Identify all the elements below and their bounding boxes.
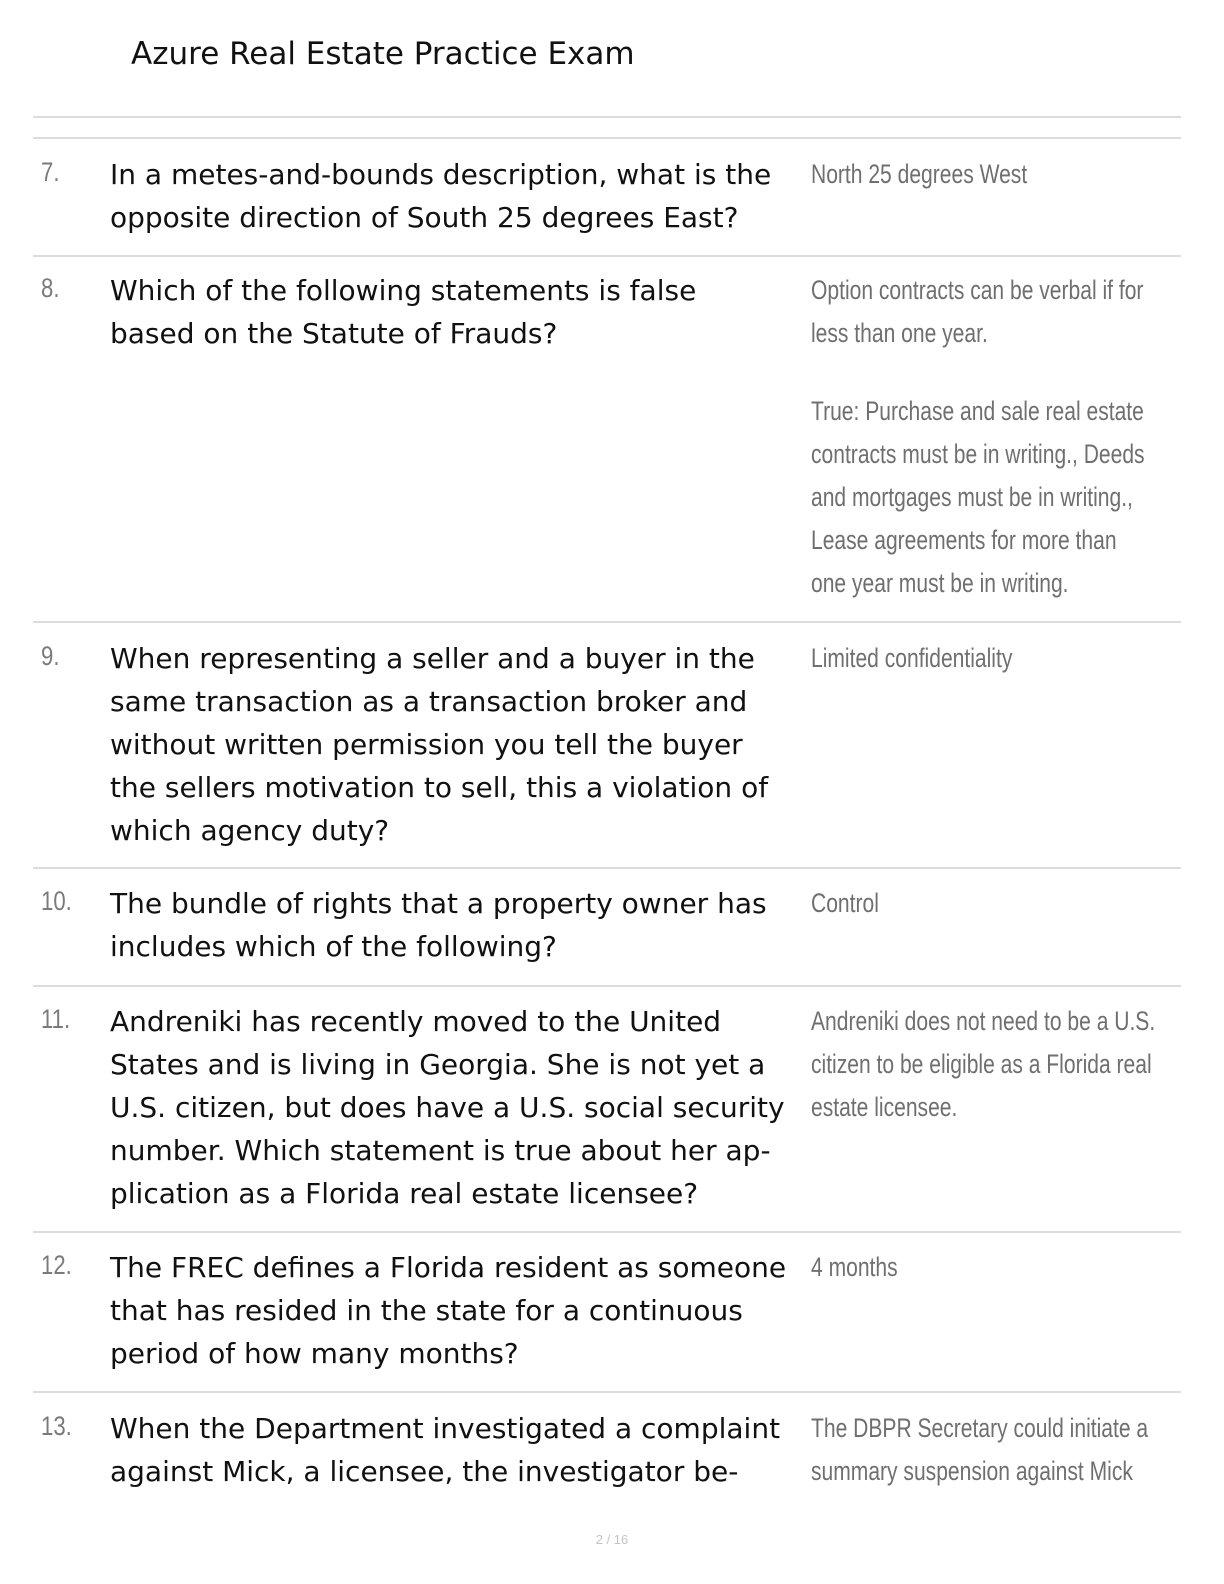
question-line: When the Department investigated a complaint xyxy=(110,1412,781,1445)
explanation-line: True: Purchase and sale real estate xyxy=(811,396,1144,426)
question-line: plication as a Florida real estate licensee? xyxy=(110,1177,699,1210)
question-text xyxy=(110,637,812,852)
question-text xyxy=(110,1000,812,1215)
question-line: opposite direction of South 25 degrees East? xyxy=(110,201,739,234)
header-divider xyxy=(33,116,1181,118)
question-line: which agency duty? xyxy=(110,814,390,847)
question-line: number. Which statement is true about her ap- xyxy=(110,1134,771,1167)
question-line: without written permission you tell the buyer xyxy=(110,728,743,761)
answer-line: summary suspension against Mick xyxy=(811,1456,1133,1486)
explanation-line: Lease agreements for more than xyxy=(811,525,1117,555)
answer-text xyxy=(811,637,1211,680)
answer-text xyxy=(811,1246,1211,1289)
answer-line: Limited confidentiality xyxy=(811,643,1013,673)
answer-line: The DBPR Secretary could initiate a xyxy=(811,1413,1149,1443)
row-divider xyxy=(33,1231,1181,1233)
question-line: against Mick, a licensee, the investigator be- xyxy=(110,1455,739,1488)
question-text xyxy=(110,1407,812,1493)
row-divider xyxy=(33,1391,1181,1393)
answer-line: Control xyxy=(811,888,879,918)
question-line: the sellers motivation to sell, this a violation of xyxy=(110,771,769,804)
row-divider xyxy=(33,255,1181,257)
question-line: Which of the following statements is false xyxy=(110,274,697,307)
answer-line: North 25 degrees West xyxy=(811,159,1028,189)
question-line: In a metes-and-bounds description, what is the xyxy=(110,158,772,191)
question-text xyxy=(110,153,812,239)
question-number: 7. xyxy=(41,157,60,187)
answer-text xyxy=(811,1000,1211,1129)
page-indicator: 2 / 16 xyxy=(595,1532,629,1547)
question-line: Andreniki has recently moved to the United xyxy=(110,1005,722,1038)
question-text xyxy=(110,269,812,355)
explanation-line: one year must be in writing. xyxy=(811,568,1069,598)
question-number: 8. xyxy=(41,273,60,303)
row-divider xyxy=(33,621,1181,623)
answer-text xyxy=(811,269,1211,605)
question-line: The bundle of rights that a property owner has xyxy=(110,887,767,920)
question-line: same transaction as a transaction broker and xyxy=(110,685,748,718)
row-divider xyxy=(33,867,1181,869)
answer-line: Andreniki does not need to be a U.S. xyxy=(811,1006,1156,1036)
question-line: period of how many months? xyxy=(110,1337,519,1370)
row-divider xyxy=(33,985,1181,987)
question-number: 13. xyxy=(41,1411,72,1441)
question-line: When representing a seller and a buyer in the xyxy=(110,642,755,675)
question-line: States and is living in Georgia. She is not yet a xyxy=(110,1048,766,1081)
question-text xyxy=(110,882,812,968)
question-line: U.S. citizen, but does have a U.S. social security xyxy=(110,1091,785,1124)
answer-text xyxy=(811,153,1211,196)
answer-text xyxy=(811,1407,1211,1493)
answer-line: Option contracts can be verbal if for xyxy=(811,275,1144,305)
row-divider xyxy=(33,137,1181,139)
question-text xyxy=(110,1246,812,1375)
page-title: Azure Real Estate Practice Exam xyxy=(131,36,635,72)
answer-text xyxy=(811,882,1211,925)
answer-line: less than one year. xyxy=(811,318,988,348)
question-number: 12. xyxy=(41,1250,72,1280)
question-number: 9. xyxy=(41,641,60,671)
question-line: that has resided in the state for a continuous xyxy=(110,1294,743,1327)
answer-line: citizen to be eligible as a Florida real xyxy=(811,1049,1152,1079)
answer-line: estate licensee. xyxy=(811,1092,958,1122)
explanation-line: and mortgages must be in writing., xyxy=(811,482,1133,512)
question-number: 11. xyxy=(41,1004,71,1034)
question-line: The FREC defines a Florida resident as someone xyxy=(110,1251,787,1284)
question-number: 10. xyxy=(41,886,72,916)
explanation-line: contracts must be in writing., Deeds xyxy=(811,439,1145,469)
answer-line: 4 months xyxy=(811,1252,898,1282)
question-line: includes which of the following? xyxy=(110,930,557,963)
question-line: based on the Statute of Frauds? xyxy=(110,317,558,350)
